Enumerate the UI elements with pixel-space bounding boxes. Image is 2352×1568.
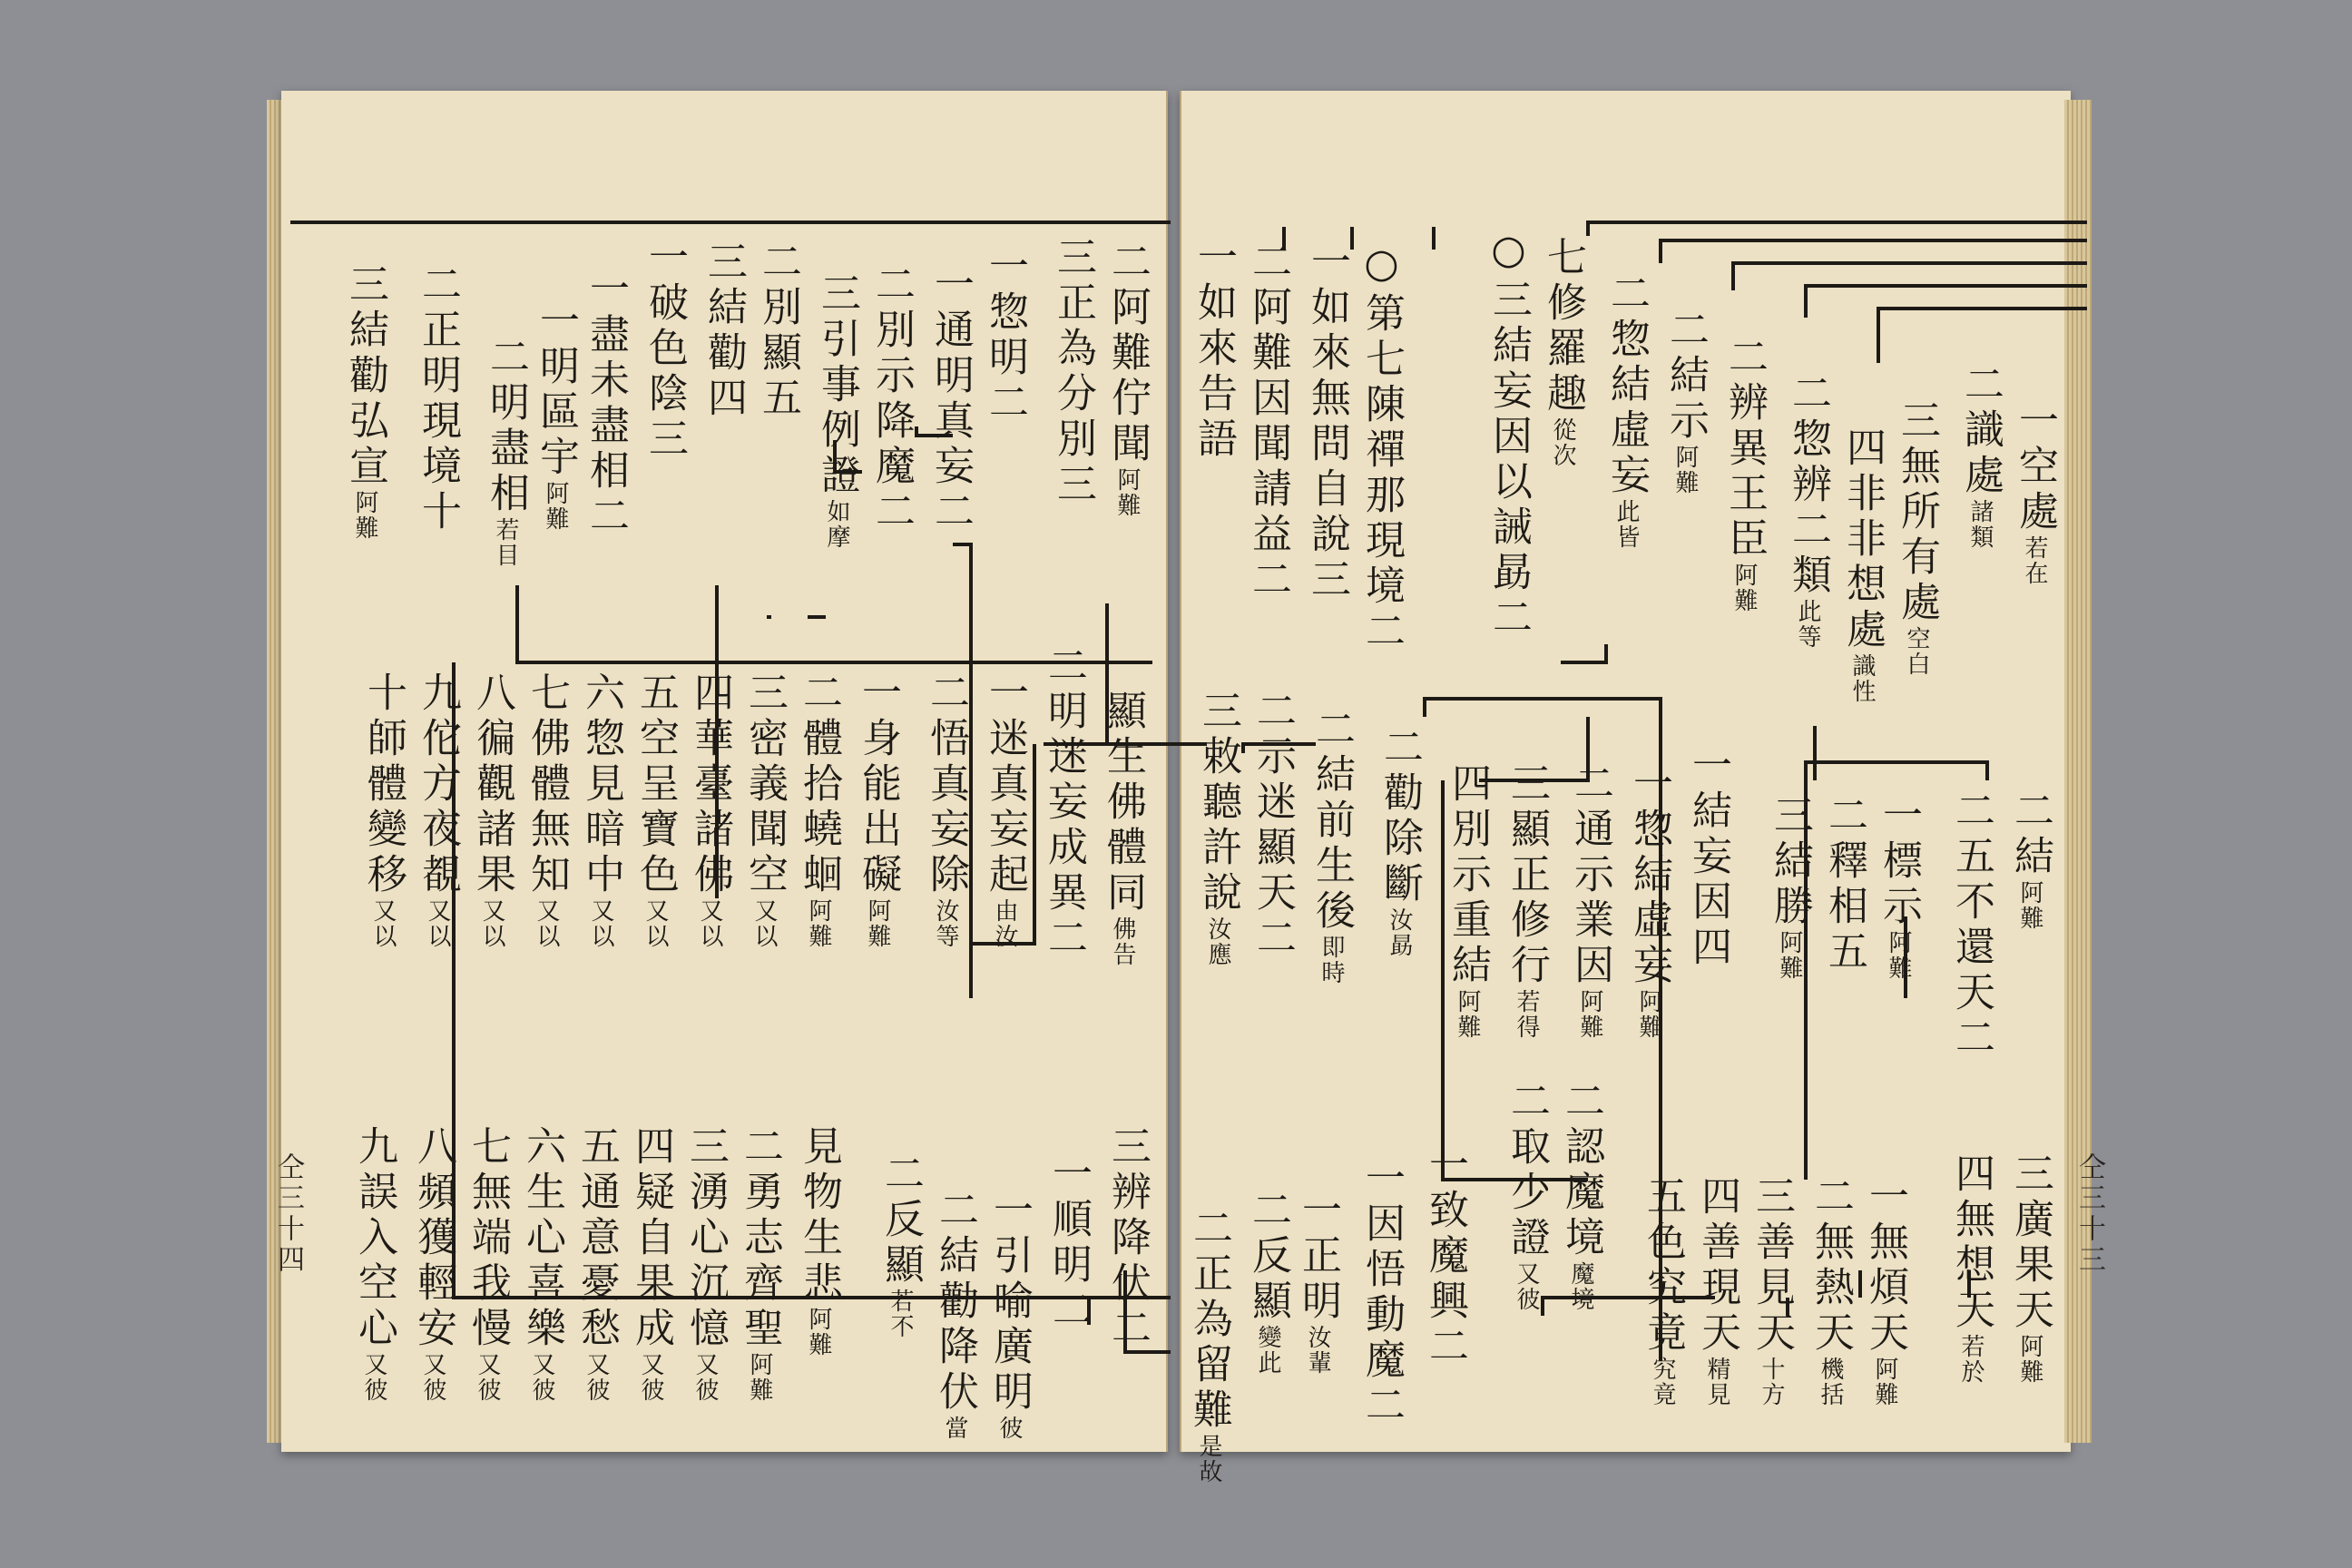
node-text: 二釋相五 (1821, 794, 1867, 975)
tree-node (1045, 1152, 1092, 1334)
node-note: 如摩 (823, 499, 850, 550)
tree-node (1422, 1143, 1468, 1370)
tree-node (1104, 1125, 1151, 1352)
tree-node (524, 671, 570, 949)
node-note: 佛告 (1109, 916, 1136, 967)
tree-node (642, 236, 688, 463)
tree-node (1504, 762, 1550, 1040)
tree-node (1485, 227, 1532, 642)
node-text: 二惣辨二類 (1785, 372, 1831, 599)
node-note: 又以 (424, 898, 451, 949)
tree-node (1308, 708, 1355, 985)
node-note: 精見 (1703, 1357, 1730, 1407)
node-text: 見物生悲 (796, 1125, 842, 1307)
node-text: 六生心喜樂 (519, 1125, 565, 1352)
node-text: 二辨異王臣 (1721, 336, 1768, 563)
node-text: 一標示 (1876, 794, 1922, 930)
node-text: 三無所有處 (1894, 399, 1940, 626)
node-text: 三敕聽許說 (1195, 690, 1241, 916)
node-note: 此等 (1794, 599, 1821, 650)
tree-node (360, 671, 407, 949)
node-text: 十師體變移 (360, 671, 407, 898)
tree-node (1245, 1189, 1291, 1376)
node-text: 三引事例證 (814, 272, 860, 499)
node-note: 此皆 (1612, 499, 1640, 550)
node-text: 四無想天 (1948, 1152, 1994, 1334)
node-text: 三結勸弘宣 (342, 263, 388, 490)
node-text: 一惣結虛妄 (1626, 762, 1672, 989)
tree-node (982, 671, 1028, 949)
node-text: 三廣果天 (2007, 1152, 2053, 1334)
tree-node (687, 671, 733, 949)
node-note: 又彼 (637, 1352, 664, 1403)
tree-node (1662, 309, 1709, 495)
node-text: 六惣見暗中 (578, 671, 624, 898)
tree-node (1445, 762, 1491, 1040)
tree-node (1626, 762, 1672, 1040)
node-text: 三辨降伏二 (1104, 1125, 1151, 1352)
node-text: 二勇志齊聖 (737, 1125, 783, 1352)
tree-node (2012, 399, 2058, 586)
node-note: 若不 (887, 1289, 914, 1339)
node-text: 七無端我慢 (465, 1125, 511, 1352)
tree-node (877, 1152, 924, 1339)
tree-node (1358, 240, 1405, 655)
node-text: 二惣結虛妄 (1603, 272, 1650, 499)
node-note: 阿難 (1885, 930, 1912, 981)
node-text: 一空處 (2012, 399, 2058, 535)
tree-node (533, 299, 579, 532)
node-text: 一結妄因四 (1685, 744, 1731, 971)
tree-node (519, 1125, 565, 1403)
node-text: 一如來告語 (1191, 236, 1237, 463)
open-book (263, 91, 2105, 1485)
tree-node (1694, 1175, 1740, 1407)
node-text: 二正為留難 (1186, 1207, 1232, 1434)
tree-node (578, 671, 624, 949)
node-text: 二阿難因聞請益二 (1245, 240, 1291, 603)
node-note: 阿難 (1871, 1357, 1898, 1407)
node-note: 阿難 (805, 1307, 832, 1357)
node-text: 二結示 (1662, 309, 1709, 445)
tree-node (1767, 794, 1813, 981)
node-text: 七修羅趣 (1540, 236, 1586, 417)
node-text: 二取少證 (1504, 1080, 1550, 1261)
node-note: 汝輩 (1304, 1325, 1331, 1376)
node-note: 又以 (369, 898, 397, 949)
tree-node (1050, 236, 1096, 508)
tree-node (1894, 399, 1940, 677)
tree-node (1295, 1189, 1341, 1376)
node-text: 三湧心沉憶 (682, 1125, 729, 1352)
tree-node (415, 263, 461, 535)
node-text: 二勸除斷 (1377, 726, 1423, 907)
node-note: 又以 (478, 898, 505, 949)
node-note: 十方 (1758, 1357, 1785, 1407)
tree-node (1104, 240, 1151, 518)
node-text: 一惣明二 (982, 245, 1028, 426)
node-text: 三顯正修行 (1504, 762, 1550, 989)
node-note: 從次 (1549, 417, 1576, 468)
tree-node (1540, 236, 1586, 468)
tree-node (1250, 690, 1296, 962)
node-text: 二結前生後 (1308, 708, 1355, 935)
node-text: 二體拾蟯蛔 (796, 671, 842, 898)
tree-node (465, 1125, 511, 1403)
tree-node (469, 671, 515, 949)
node-note: 阿難 (542, 481, 569, 532)
tree-node (923, 671, 969, 949)
node-note: 又彼 (528, 1352, 555, 1403)
node-note: 阿難 (805, 898, 832, 949)
node-note: 當 (941, 1416, 968, 1441)
node-note: 識性 (1848, 653, 1876, 704)
node-note: 又以 (642, 898, 669, 949)
node-note: 汝勗 (1386, 907, 1413, 958)
tree-node (986, 1189, 1033, 1441)
node-text: 五色究竟 (1640, 1175, 1686, 1357)
node-text: 二反顯 (1245, 1189, 1291, 1325)
tree-node (1186, 1207, 1232, 1485)
tree-node (814, 272, 860, 550)
node-note: 阿難 (1671, 445, 1699, 495)
node-note: 變此 (1254, 1325, 1281, 1376)
node-note: 阿難 (1635, 989, 1662, 1040)
node-text: 三結勸四 (701, 240, 747, 422)
node-note: 阿難 (1454, 989, 1481, 1040)
tree-node (1195, 690, 1241, 967)
tree-node (1100, 690, 1146, 967)
tree-node (741, 671, 788, 949)
node-text: 五通意憂愁 (573, 1125, 620, 1352)
node-note: 彼 (995, 1416, 1023, 1441)
tree-node (1358, 1157, 1405, 1429)
tree-node (755, 240, 801, 422)
node-text: 四非非想處 (1839, 426, 1886, 653)
node-text: 二明迷妄成異二 (1041, 644, 1087, 962)
node-note: 阿難 (1776, 930, 1803, 981)
tree-node (1377, 726, 1423, 958)
node-note: 機括 (1817, 1357, 1844, 1407)
tree-node (1603, 272, 1650, 550)
node-text: 二認魔境 (1558, 1080, 1604, 1261)
tree-node (628, 1125, 674, 1403)
node-text: 一盡未盡相二 (583, 268, 629, 540)
node-text: ○第七陳禪那現境二 (1358, 240, 1405, 655)
tree-node (1191, 236, 1237, 463)
node-note: 又以 (587, 898, 614, 949)
node-text: 顯生佛體同 (1100, 690, 1146, 916)
tree-node (1948, 789, 1994, 1062)
node-text: 二五不還天二 (1948, 789, 1994, 1062)
folio-right: 仝三十三 (2073, 1152, 2105, 1276)
node-note: 又彼 (1513, 1261, 1540, 1312)
node-note: 阿難 (746, 1352, 773, 1403)
node-text: 三正為分別三 (1050, 236, 1096, 508)
node-text: 一致魔興二 (1422, 1143, 1468, 1370)
tree-node (1957, 363, 2004, 550)
node-text: 七佛體無知 (524, 671, 570, 898)
node-note: 又以 (750, 898, 778, 949)
node-note: 阿難 (2016, 880, 2043, 931)
tree-node (1504, 1080, 1550, 1312)
node-text: 一身能出礙 (855, 671, 901, 898)
node-note: 阿難 (864, 898, 891, 949)
tree-node (1876, 794, 1922, 981)
node-text: 三密義聞空 (741, 671, 788, 898)
node-text: 二通示業因 (1567, 762, 1613, 989)
tree-node (796, 1125, 842, 1357)
tree-node (868, 263, 915, 535)
node-text: 四別示重結 (1445, 762, 1491, 989)
tree-node (1245, 240, 1291, 603)
node-text: 八徧觀諸果 (469, 671, 515, 898)
tree-node (632, 671, 679, 949)
tree-node (415, 671, 461, 949)
node-note: 又以 (696, 898, 723, 949)
node-text: ○三結妄因以誡勗二 (1485, 227, 1532, 642)
node-text: 一無煩天 (1862, 1175, 1908, 1357)
node-text: 一明區宇 (533, 299, 579, 481)
node-text: 二結 (2007, 789, 2053, 880)
tree-node (1839, 426, 1886, 704)
node-note: 若在 (2021, 535, 2048, 586)
tree-node (2007, 789, 2053, 931)
node-note: 又以 (533, 898, 560, 949)
node-text: 一引喻廣明 (986, 1189, 1033, 1416)
tree-node (1821, 794, 1867, 975)
node-text: 二示迷顯天二 (1250, 690, 1296, 962)
node-note: 又彼 (474, 1352, 501, 1403)
node-text: 三善見天 (1749, 1175, 1795, 1357)
tree-node (1041, 644, 1087, 962)
node-note: 空白 (1903, 626, 1930, 677)
tree-node (1304, 240, 1350, 603)
node-text: 二正明現境十 (415, 263, 461, 535)
node-text: 五空呈寶色 (632, 671, 679, 898)
node-text: 一破色陰三 (642, 236, 688, 463)
node-text: 九佗方夜覩 (415, 671, 461, 898)
node-note: 阿難 (1576, 989, 1603, 1040)
node-text: 四疑自果成 (628, 1125, 674, 1352)
node-text: 一通明真妄二 (927, 263, 974, 535)
node-text: 九誤入空心 (351, 1125, 397, 1352)
node-note: 汝應 (1204, 916, 1231, 967)
node-note: 魔境 (1567, 1261, 1594, 1312)
node-text: 四華臺諸佛 (687, 671, 733, 898)
node-text: 一如來無問自說三 (1304, 240, 1350, 603)
tree-node (1862, 1175, 1908, 1407)
node-text: 二明盡相 (483, 336, 529, 517)
tree-node (1785, 372, 1831, 650)
node-text: 一正明 (1295, 1189, 1341, 1325)
node-text: 二悟真妄除 (923, 671, 969, 898)
node-note: 是故 (1195, 1434, 1222, 1485)
node-note: 由汝 (991, 898, 1018, 949)
folio-left: 仝三十四 (272, 1152, 304, 1276)
node-text: 二阿難佇聞 (1104, 240, 1151, 467)
tree-node (1567, 762, 1613, 1040)
tree-node (1558, 1080, 1604, 1312)
node-note: 究竟 (1649, 1357, 1676, 1407)
tree-node (1808, 1175, 1854, 1407)
node-text: 一順明二 (1045, 1152, 1092, 1334)
node-text: 一因悟動魔二 (1358, 1157, 1405, 1429)
tree-node (483, 336, 529, 568)
node-note: 若目 (492, 517, 519, 568)
tree-node (701, 240, 747, 422)
tree-node (573, 1125, 620, 1403)
node-text: 二結勸降伏 (932, 1189, 978, 1416)
tree-node (982, 245, 1028, 426)
node-note: 又彼 (691, 1352, 719, 1403)
node-text: 四善現天 (1694, 1175, 1740, 1357)
node-text: 三結勝 (1767, 794, 1813, 930)
node-text: 二識處 (1957, 363, 2004, 499)
node-text: 一迷真妄起 (982, 671, 1028, 898)
node-note: 阿難 (1730, 563, 1758, 613)
tree-node (1721, 336, 1768, 613)
tree-node (2007, 1152, 2053, 1385)
node-note: 諸類 (1966, 499, 1994, 550)
tree-node (351, 1125, 397, 1403)
node-note: 阿難 (2016, 1334, 2043, 1385)
node-note: 又彼 (360, 1352, 387, 1403)
tree-node (682, 1125, 729, 1403)
tree-node (1685, 744, 1731, 971)
node-text: 二無熱天 (1808, 1175, 1854, 1357)
node-note: 汝等 (932, 898, 959, 949)
tree-node (342, 263, 388, 541)
tree-node (737, 1125, 783, 1403)
tree-node (932, 1189, 978, 1441)
node-text: 二反顯 (877, 1152, 924, 1289)
node-note: 阿難 (1113, 467, 1141, 518)
tree-node (855, 671, 901, 949)
tree-node (1749, 1175, 1795, 1407)
tree-node (796, 671, 842, 949)
node-note: 若於 (1957, 1334, 1984, 1385)
node-note: 即時 (1318, 935, 1345, 985)
tree-node (1640, 1175, 1686, 1407)
tree-node (583, 268, 629, 540)
node-text: 二別示降魔二 (868, 263, 915, 535)
tree-node (1948, 1152, 1994, 1385)
tree-node (927, 263, 974, 535)
node-note: 又彼 (583, 1352, 610, 1403)
node-note: 若得 (1513, 989, 1540, 1040)
node-note: 阿難 (351, 490, 378, 541)
node-text: 八頻獲輕安 (410, 1125, 456, 1352)
node-text: 二別顯五 (755, 240, 801, 422)
node-note: 又彼 (419, 1352, 446, 1403)
tree-node (410, 1125, 456, 1403)
